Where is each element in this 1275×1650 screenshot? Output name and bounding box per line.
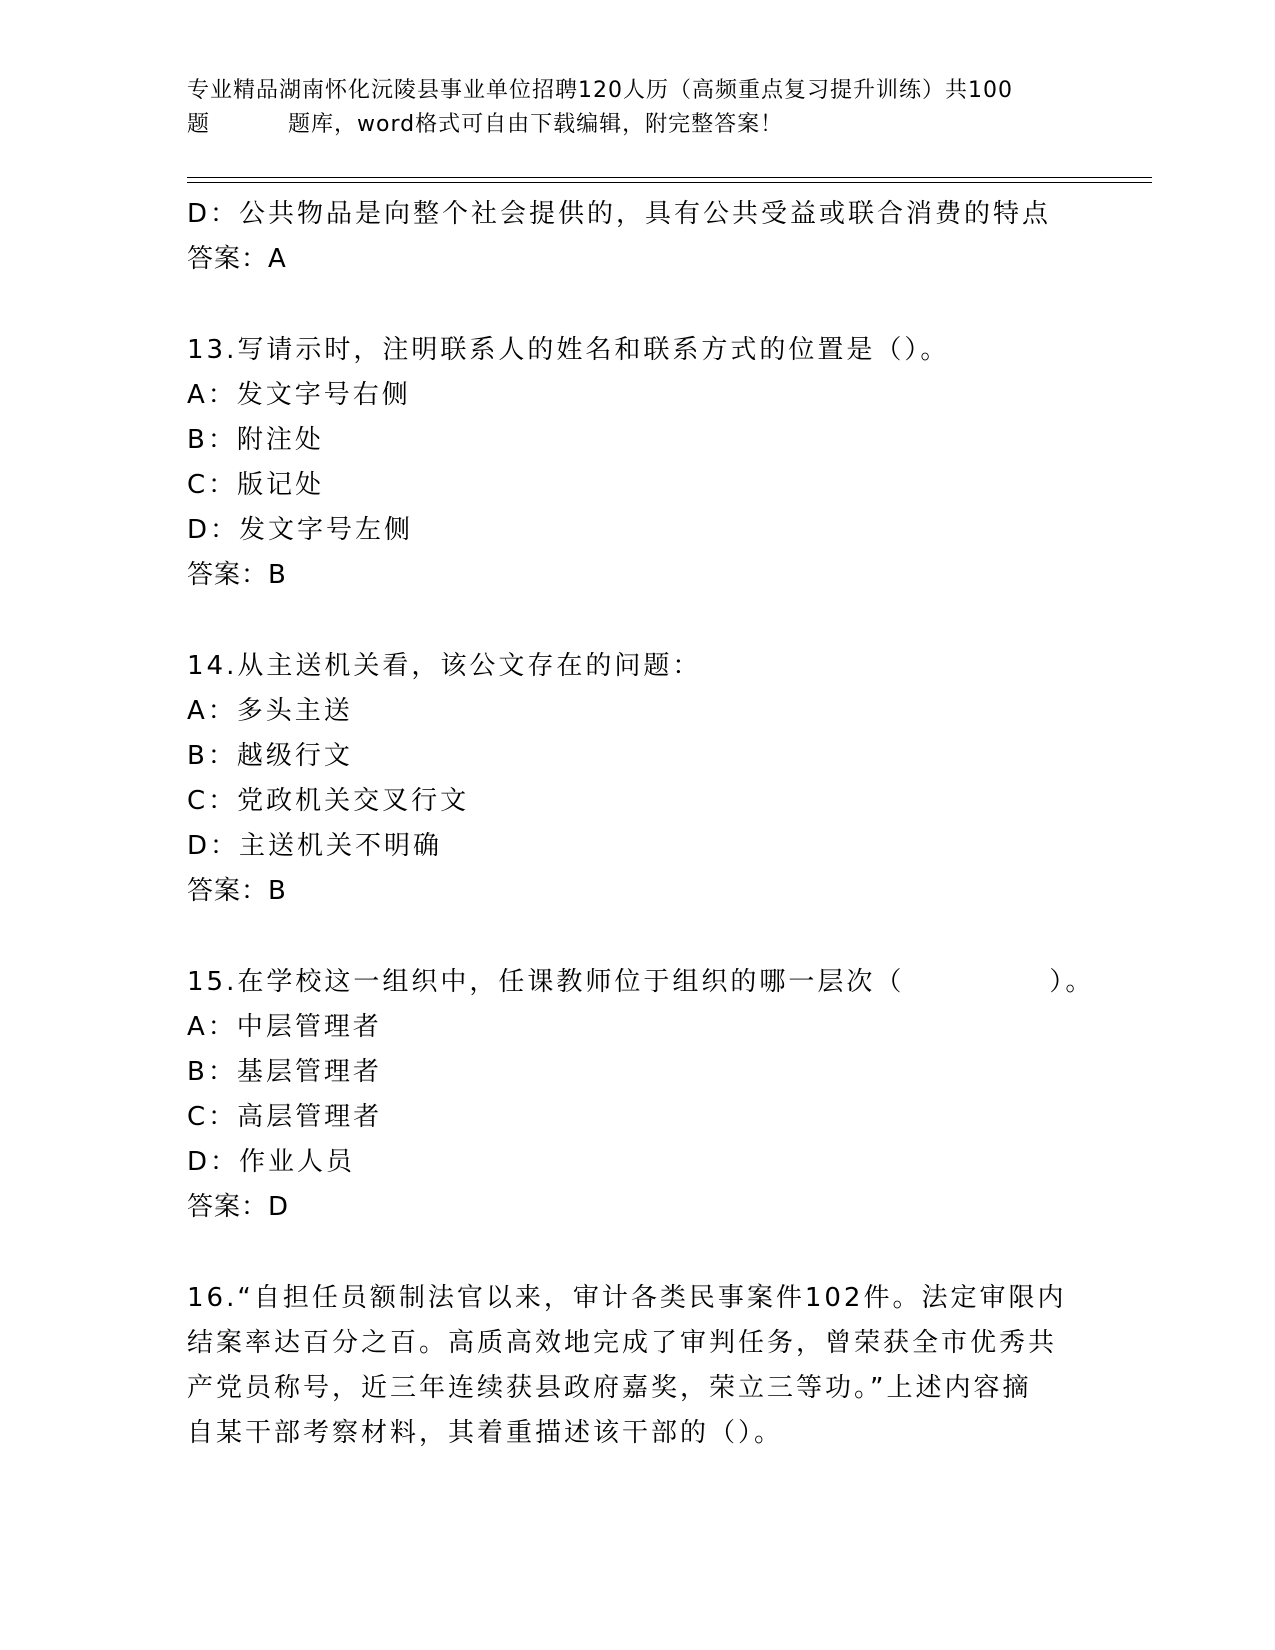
option-c: C：版记处 [187,470,325,500]
question-16-line-4: 自某干部考察材料，其着重描述该干部的（）。 [187,1418,784,1448]
option-a: A：发文字号右侧 [187,380,411,410]
option-d: D：作业人员 [187,1147,356,1177]
question-16 [187,1276,1087,1456]
answer-line: 答案：B [187,876,287,906]
answer-line: 答案：A [187,244,287,274]
question-15 [187,960,1095,1230]
question-stem: 14.从主送机关看，该公文存在的问题： [187,651,702,681]
option-d: D：公共物品是向整个社会提供的，具有公共受益或联合消费的特点 [187,199,1052,229]
question-stem: 13.写请示时，注明联系人的姓名和联系方式的位置是（）。 [187,335,950,365]
question-12-tail [187,192,1087,282]
option-b: B：附注处 [187,425,324,455]
answer-line: 答案：B [187,560,287,590]
option-c: C：高层管理者 [187,1102,383,1132]
question-16-line-3: 产党员称号，近三年连续获县政府嘉奖，荣立三等功。”上述内容摘 [187,1373,1032,1403]
option-b: B：越级行文 [187,741,353,771]
option-a: A：多头主送 [187,696,353,726]
document-header [187,74,1087,142]
document-body [187,192,1095,1502]
question-14 [187,644,1087,914]
answer-line: 答案：D [187,1192,290,1222]
option-d: D：主送机关不明确 [187,831,443,861]
option-d: D：发文字号左侧 [187,515,414,545]
header-line-1: 专业精品湖南怀化沅陵县事业单位招聘120人历（高频重点复习提升训练）共100 [187,78,1013,103]
header-line-2 [187,108,1087,142]
header-line-2-rest: 题库，word格式可自由下载编辑，附完整答案！ [288,112,784,137]
option-a: A：中层管理者 [187,1012,382,1042]
question-stem: 15.在学校这一组织中，任课教师位于组织的哪一层次（ ）。 [187,967,1095,997]
question-16-line-1: 16.“自担任员额制法官以来，审计各类民事案件102件。法定审限内 [187,1283,1067,1313]
option-c: C：党政机关交叉行文 [187,786,470,816]
header-line-2-start: 题 [187,112,211,137]
question-16-line-2: 结案率达百分之百。高质高效地完成了审判任务，曾荣获全市优秀共 [187,1328,1058,1358]
question-13 [187,328,1087,598]
header-rule-bottom [187,182,1152,183]
header-rule-top [187,177,1152,178]
option-b: B：基层管理者 [187,1057,382,1087]
